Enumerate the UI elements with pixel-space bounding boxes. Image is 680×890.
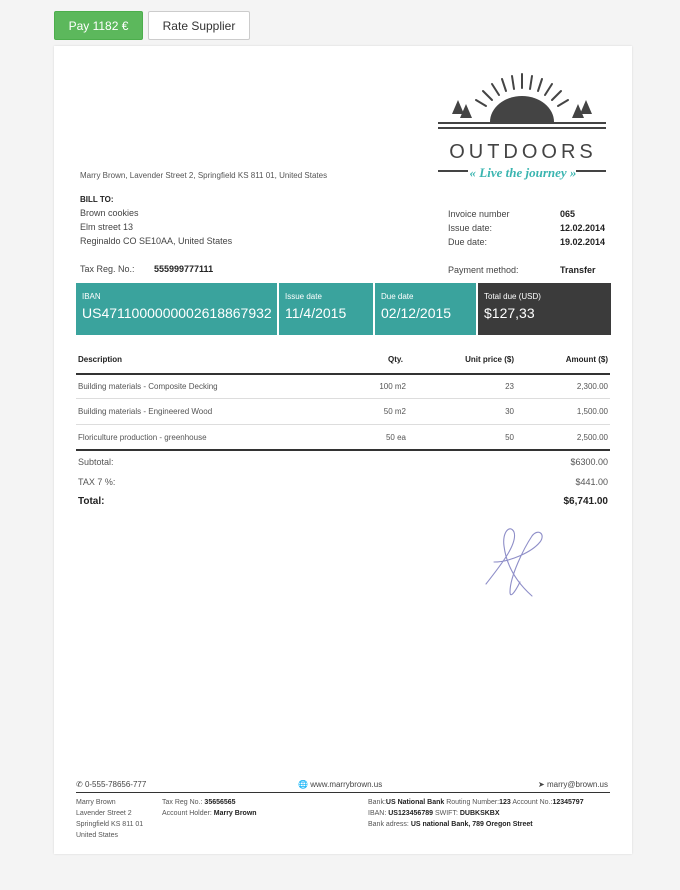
table-bottom-rule [76, 449, 610, 451]
total-due-block [478, 283, 611, 335]
band-issue-block [279, 283, 373, 335]
row-unit-price: 23 [505, 382, 514, 391]
row-description: Floriculture production - greenhouse [78, 433, 207, 442]
row-description: Building materials - Engineered Wood [78, 407, 213, 416]
footer-website [298, 780, 382, 789]
footer-tax-value: 35656565 [204, 799, 236, 806]
footer-address-line: Marry Brown [76, 799, 116, 806]
total-due-label: Total due (USD) [484, 292, 541, 301]
sender-address: Marry Brown, Lavender Street 2, Springfield KS 811 01, United States [80, 171, 328, 180]
footer-address [76, 797, 143, 841]
bill-to-line: Elm street 13 [80, 222, 134, 232]
payment-method-label: Payment method: [448, 265, 519, 275]
row-divider [76, 424, 610, 425]
invoice-sheet [54, 46, 632, 854]
table-header-rule [76, 373, 610, 375]
total-value: $6,741.00 [563, 496, 608, 507]
phone-number: 0-555-78656-777 [84, 780, 147, 789]
phone-icon: ✆ [76, 780, 83, 789]
band-due-block [375, 283, 476, 335]
email-link[interactable]: marry@brown.us [546, 780, 608, 789]
signature-image [480, 522, 556, 602]
band-due-value: 02/12/2015 [381, 305, 452, 321]
col-qty: Qty. [388, 355, 403, 364]
tax-label: TAX 7 %: [78, 477, 116, 487]
footer-phone [76, 780, 146, 789]
col-description: Description [78, 355, 123, 364]
website-link[interactable]: www.marrybrown.us [310, 780, 383, 789]
footer-address-line: United States [76, 832, 119, 839]
bank-value: US National Bank [385, 799, 445, 806]
row-amount: 2,500.00 [576, 433, 608, 442]
footer-email [538, 780, 608, 789]
bank-label: Bank: [368, 799, 386, 806]
band-issue-label: Issue date [285, 292, 322, 301]
band-issue-value: 11/4/2015 [285, 305, 347, 321]
swift-value: DUBKSKBX [459, 810, 500, 817]
subtotal-label: Subtotal: [78, 457, 114, 467]
footer-rule [76, 792, 610, 793]
row-qty: 50 m2 [383, 407, 406, 416]
col-amount: Amount ($) [565, 355, 608, 364]
routing-label: Routing Number: [444, 799, 500, 806]
tax-value: $441.00 [575, 477, 608, 487]
footer-tax-label: Tax Reg No.: [162, 799, 205, 806]
rate-supplier-button[interactable]: Rate Supplier [148, 11, 250, 40]
row-divider [76, 398, 610, 399]
total-label: Total: [78, 496, 105, 507]
row-amount: 2,300.00 [576, 382, 608, 391]
pay-button[interactable]: Pay 1182 € [54, 11, 143, 40]
account-value: 12345797 [552, 799, 584, 806]
row-unit-price: 30 [505, 407, 514, 416]
payment-method: Transfer [560, 265, 596, 275]
footer-holder-label: Account Holder: [162, 810, 214, 817]
row-qty: 50 ea [385, 433, 406, 442]
logo-wordmark: OUTDOORS [449, 141, 597, 163]
row-unit-price: 50 [505, 433, 514, 442]
invoice-number: 065 [560, 209, 576, 219]
bill-to-line: Brown cookies [80, 208, 139, 218]
row-description: Building materials - Composite Decking [78, 382, 218, 391]
subtotal-value: $6300.00 [570, 457, 608, 467]
footer-address-line: Springfield KS 811 01 [76, 821, 144, 828]
total-due-value: $127,33 [484, 305, 535, 321]
iban-label: IBAN: [368, 810, 389, 817]
footer-tax-info [162, 797, 257, 819]
account-label: Account No.: [510, 799, 553, 806]
swift-label: SWIFT: [433, 810, 460, 817]
band-due-label: Due date [381, 292, 414, 301]
footer-bank-info [368, 797, 584, 830]
footer-iban-value: US123456789 [388, 810, 433, 817]
globe-icon: 🌐 [298, 780, 308, 789]
tax-reg-label: Tax Reg. No.: [80, 264, 135, 274]
tax-reg-value: 555999777111 [154, 264, 214, 274]
bill-to-heading: BILL TO: [80, 195, 114, 204]
bill-to-line: Reginaldo CO SE10AA, United States [80, 236, 233, 246]
iban-label: IBAN [82, 292, 101, 301]
due-date-label: Due date: [448, 237, 488, 247]
iban-block [76, 283, 277, 335]
bank-address-label: Bank adress: [368, 821, 411, 828]
send-icon: ➤ [538, 780, 545, 789]
routing-value: 123 [499, 799, 511, 806]
bank-address-value: US national Bank, 789 Oregon Street [410, 821, 533, 828]
issue-date-label: Issue date: [448, 223, 493, 233]
footer-holder-value: Marry Brown [213, 810, 257, 817]
issue-date: 12.02.2014 [560, 223, 606, 233]
logo-tagline: « Live the journey » [469, 165, 577, 180]
footer-address-line: Lavender Street 2 [76, 810, 132, 817]
iban-value: US4711000000002618867932 [82, 305, 272, 321]
row-amount: 1,500.00 [576, 407, 608, 416]
invoice-number-label: Invoice number [448, 209, 510, 219]
col-unit-price: Unit price ($) [465, 355, 514, 364]
row-qty: 100 m2 [379, 382, 406, 391]
due-date: 19.02.2014 [560, 237, 606, 247]
